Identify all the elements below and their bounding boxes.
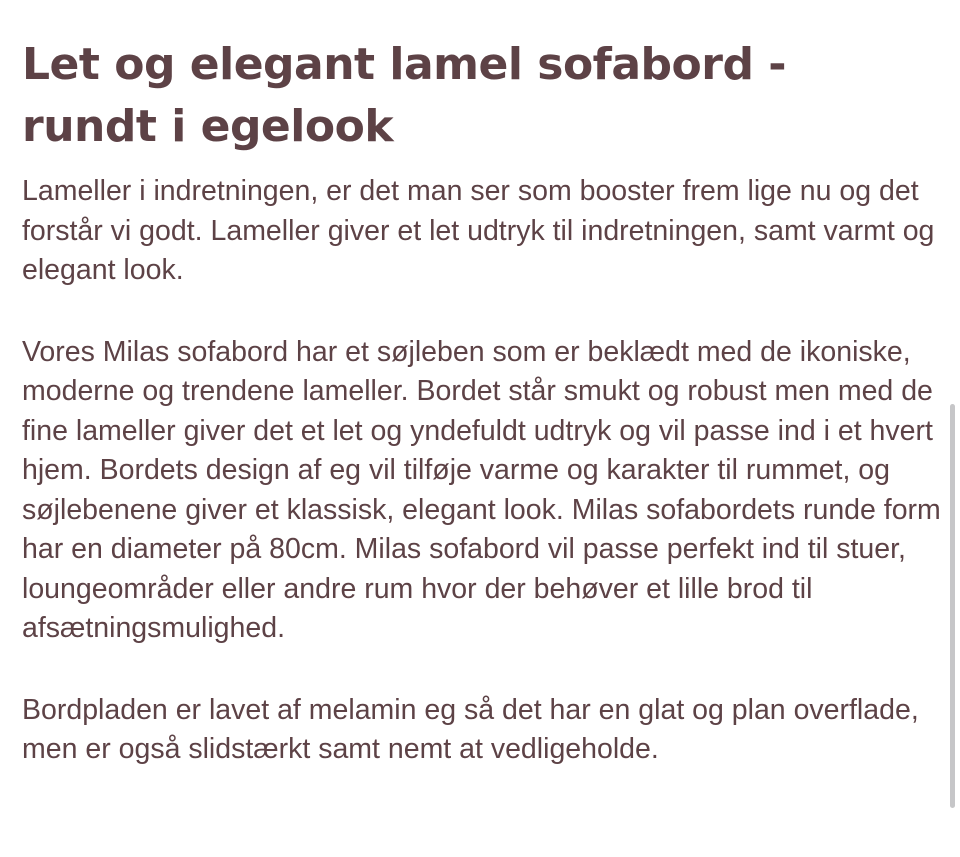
paragraph-spacer — [22, 649, 942, 691]
article-paragraph-description: Vores Milas sofabord har et søjleben som er beklædt med de ikoniske, moderne og trendene lameller. Bordet står smukt og robust men med de fine lameller giver det et let og yndefuldt udtryk og vil passe ind i et hvert hjem. Bordets design af eg vil tilføje varme og karakter til rummet, og søjlebenene giver et klassisk, elegant look. Milas sofabordets runde form har en diameter på 80cm. Milas sofabord vil passe perfekt ind til stuer, loungeområder eller andre rum hvor der behøver et lille brod til afsætningsmulighed. — [22, 335, 941, 644]
article-title: Let og elegant lamel sofabord - rundt i egelook — [22, 39, 787, 152]
article-content — [22, 34, 942, 770]
vertical-scrollbar[interactable] — [948, 0, 956, 857]
paragraph-spacer — [22, 291, 942, 333]
scrollbar-thumb[interactable] — [950, 404, 955, 808]
article-paragraph-material: Bordpladen er lavet af melamin eg så det har en glat og plan overflade, men er også slidstærkt samt nemt at vedligeholde. — [22, 693, 919, 765]
article-paragraph-intro: Lameller i indretningen, er det man ser som booster frem lige nu og det forstår vi godt. Lameller giver et let udtryk til indretningen, samt varmt og elegant look. — [22, 175, 935, 286]
